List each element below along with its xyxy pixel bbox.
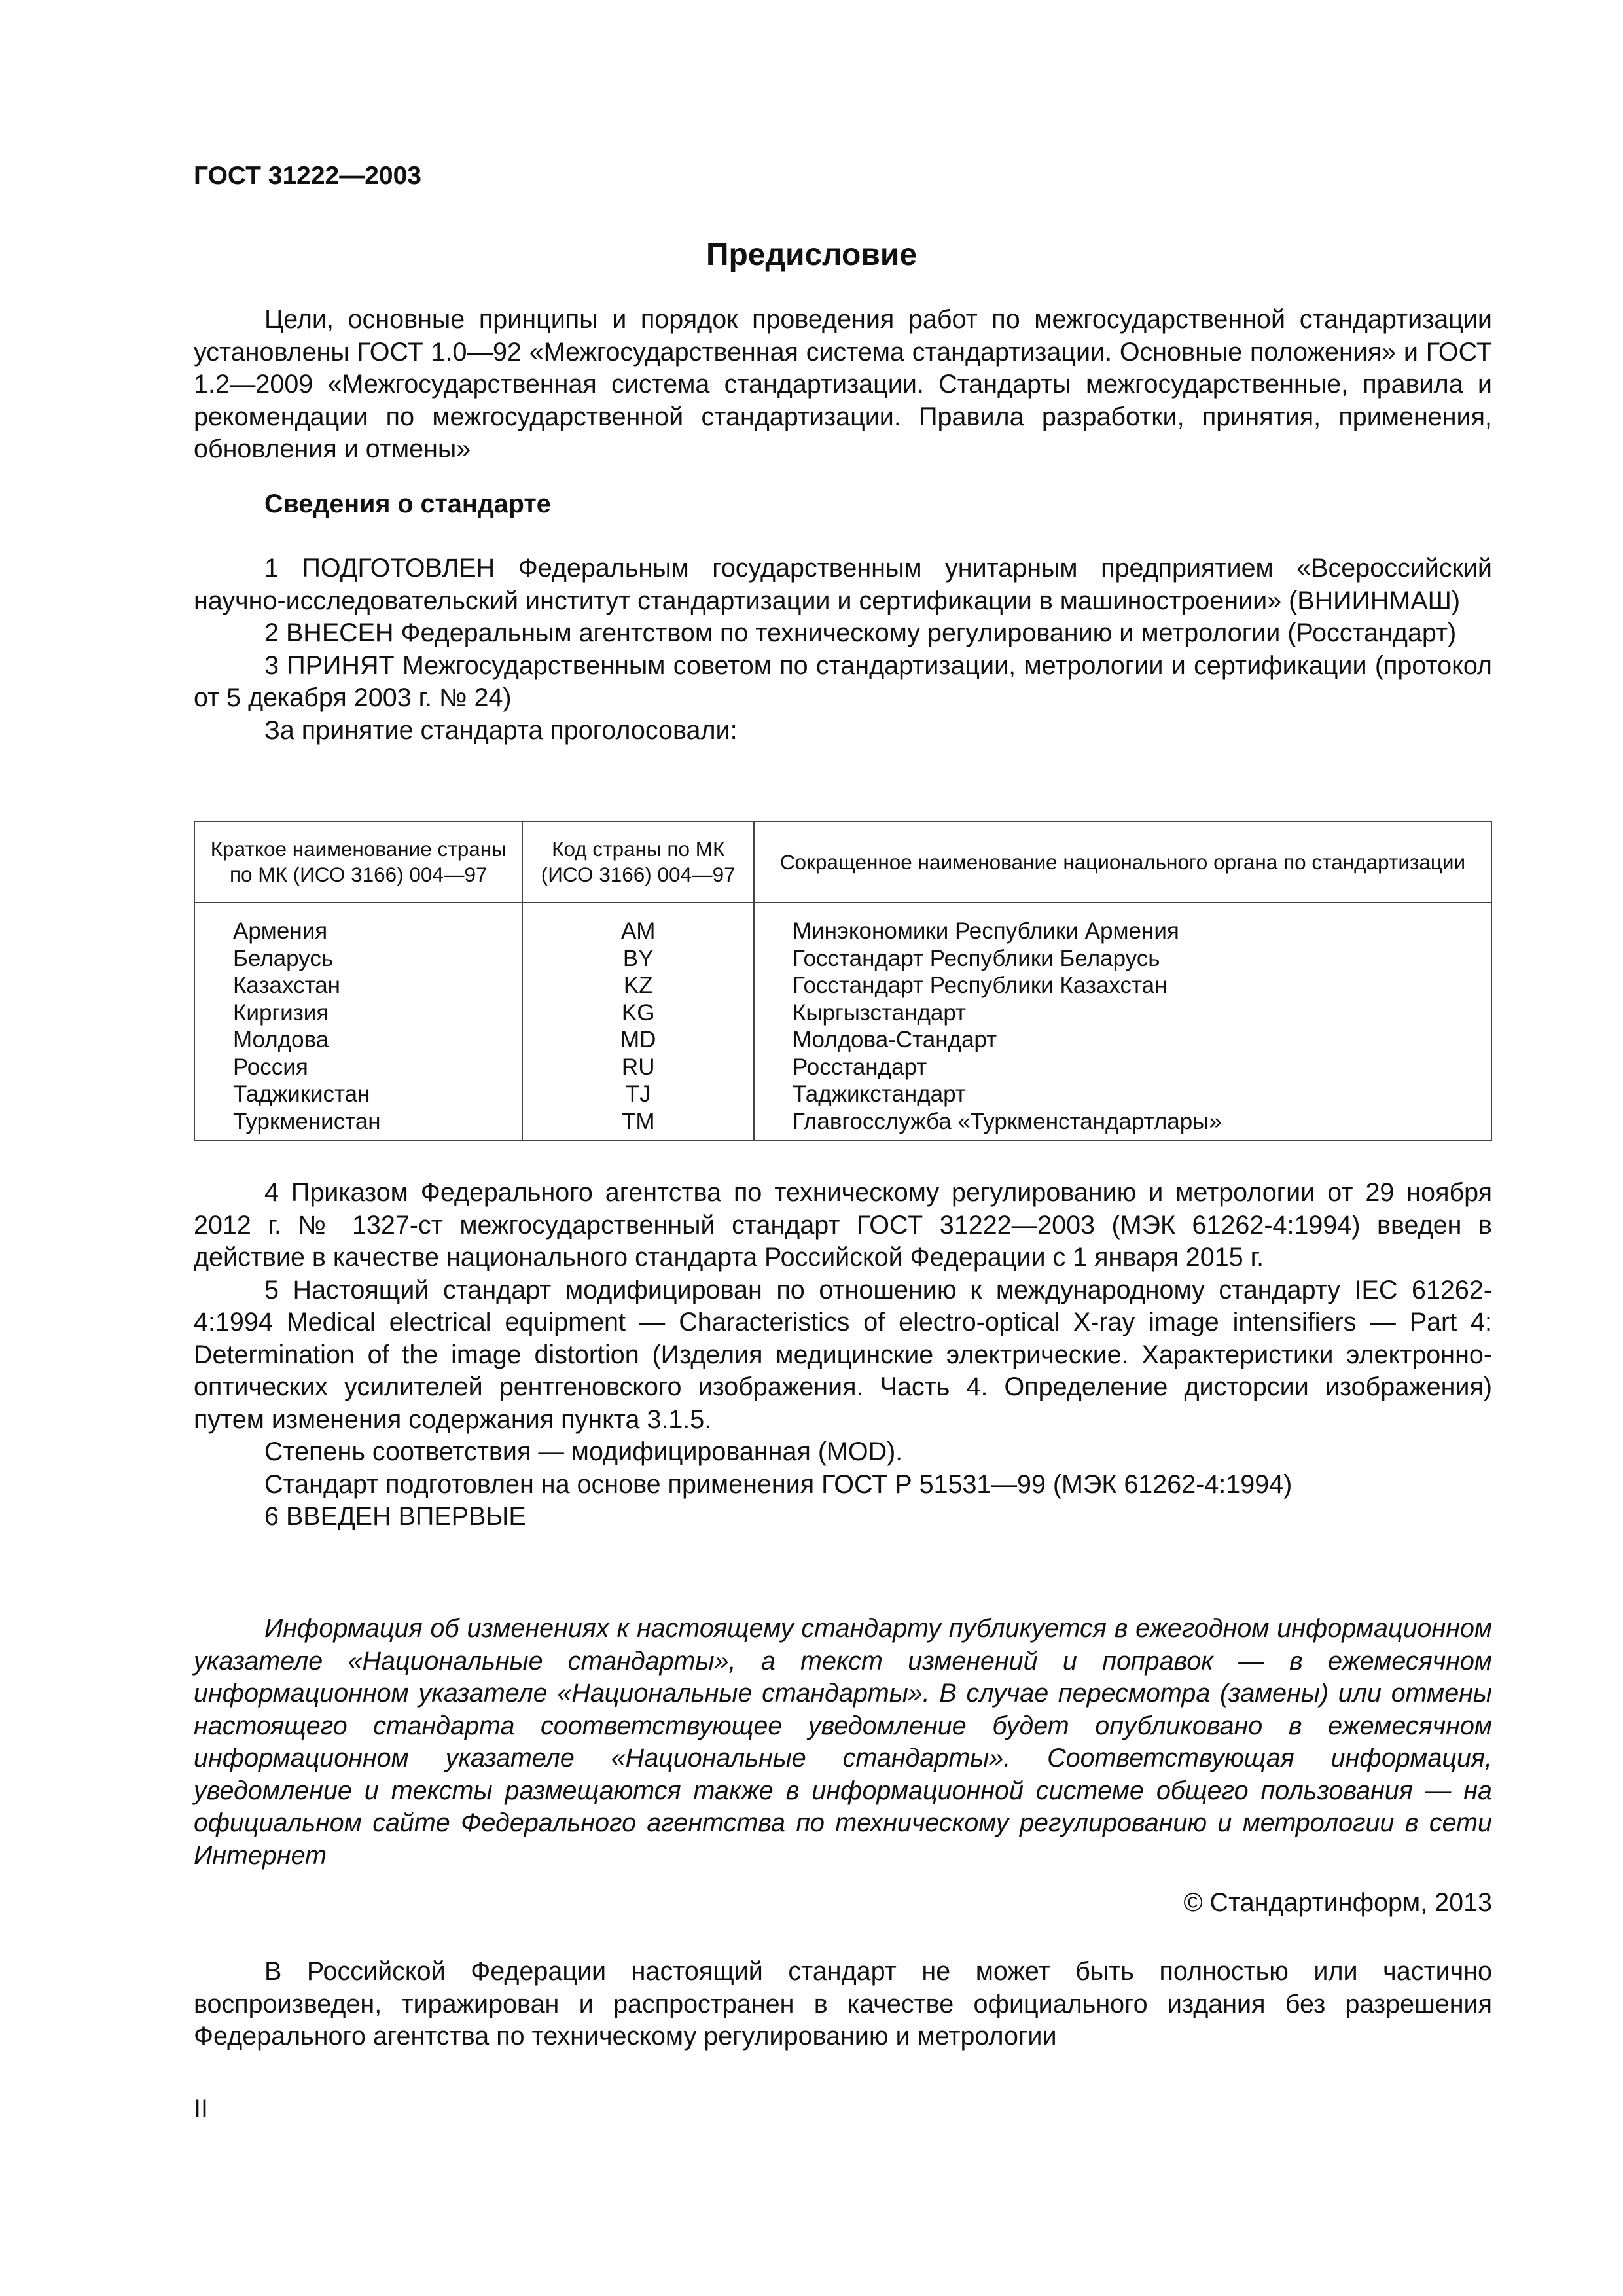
info-items-before-table <box>194 552 1492 747</box>
info-items-after-table <box>194 1177 1492 1534</box>
country-code: KG <box>621 999 655 1026</box>
country-name: Таджикистан <box>233 1081 370 1107</box>
item-2-submitted: 2 ВНЕСЕН Федеральным агентством по техническому регулированию и метрологии (Росстандарт) <box>264 619 1457 647</box>
country-name: Молдова <box>233 1027 329 1052</box>
country-code: MD <box>620 1027 656 1052</box>
country-code: TM <box>621 1108 655 1134</box>
item-1-prepared: 1 ПОДГОТОВЛЕН Федеральным государственным унитарным предприятием «Всероссийский научно-исследовательский институт стандартизации и сертификации в машиностроении» (ВНИИНМАШ) <box>194 554 1492 615</box>
reproduction-restriction: В Российской Федерации настоящий стандарт не может быть полностью или частично воспроизведен, тиражирован и распространен в качестве официального издания без разрешения Федерального агентства по техническому регулированию и метрологии <box>194 1957 1492 2051</box>
country-code: RU <box>621 1054 655 1080</box>
national-body: Молдова-Стандарт <box>792 1027 997 1052</box>
item-3-adopted: 3 ПРИНЯТ Межгосударственным советом по стандартизации, метрологии и сертификации (протокол от 5 декабря 2003 г. № 24) <box>194 651 1492 712</box>
national-body-column <box>754 903 1491 1141</box>
voting-intro: За принятие стандарта проголосовали: <box>264 715 738 745</box>
changes-notice-block <box>194 1613 1492 1872</box>
national-body: Главгосслужба «Туркменстандартлары» <box>792 1108 1222 1134</box>
country-code: AM <box>620 918 656 944</box>
country-name: Киргизия <box>233 999 329 1026</box>
header-country-code: Код страны по МК (ИСО 3166) 004—97 <box>522 821 753 903</box>
national-body: Минэкономики Республики Армения <box>792 918 1179 944</box>
country-code: TJ <box>625 1081 651 1107</box>
page-title: Предисловие <box>705 238 918 272</box>
country-code: KZ <box>623 973 653 998</box>
country-name: Беларусь <box>233 945 334 971</box>
country-name: Казахстан <box>233 973 341 998</box>
table-header-row <box>194 821 1491 903</box>
country-code: BY <box>622 945 654 971</box>
intro-paragraph: Цели, основные принципы и порядок проведения работ по межгосударственной стандартизации установлены ГОСТ 1.0—92 «Межгосударственная система стандартизации. Основные положения» и ГОСТ 1.2—2009 «Межгосударственная система стандартизации. Стандарты межгосударственные, правила и рекомендации по межгосударственной стандартизации. Правила разработки, принятия, применения, обновления и отмены» <box>194 305 1492 463</box>
copyright-notice: © Стандартинформ, 2013 <box>1183 1888 1492 1917</box>
country-name: Армения <box>233 918 328 944</box>
info-heading: Сведения о стандарте <box>264 490 551 518</box>
code-column <box>522 903 753 1141</box>
item-6-first-introduced: 6 ВВЕДЕН ВПЕРВЫЕ <box>264 1502 526 1531</box>
national-body: Госстандарт Республики Беларусь <box>792 945 1160 971</box>
national-body: Росстандарт <box>792 1054 927 1080</box>
basis-standard: Стандарт подготовлен на основе применения ГОСТ Р 51531—99 (МЭК 61262-4:1994) <box>264 1469 1293 1499</box>
national-body: Таджикстандарт <box>792 1081 966 1107</box>
conformity-degree: Степень соответствия — модифицированная (MOD). <box>264 1437 903 1466</box>
page-number: II <box>194 2094 208 2123</box>
changes-notice: Информация об изменениях к настоящему стандарту публикуется в ежегодном информационном указателе «Национальные стандарты», а текст изменений и поправок — в ежемесячном информационном указателе «Национальные стандарты». В случае пересмотра (замены) или отмены настоящего стандарта соответствующее уведомление будет опубликовано в ежемесячном информационном указателе «Национальные стандарты». Соответствующая информация, уведомление и тексты размещаются также в информационной системе общего пользования — на официальном сайте Федерального агентства по техническому регулированию и метрологии в сети Интернет <box>194 1614 1492 1870</box>
country-name: Россия <box>233 1054 308 1080</box>
country-name: Туркменистан <box>233 1108 381 1134</box>
restriction-block <box>194 1956 1492 2053</box>
header-country-name: Краткое наименование страны по МК (ИСО 3166) 004—97 <box>194 821 522 903</box>
item-5-modification: 5 Настоящий стандарт модифицирован по отношению к международному стандарту IEC 61262-4:1994 Medical electrical equipment — Characteristics of electro-optical X-ray image intensifiers — Part 4: Determination of the image distortion (Изделия медицинские электрические. Характеристики электронно-оптических усилителей рентгеновского изображения. Часть 4. Определение дисторсии изображения) путем изменения содержания пункта 3.1.5. <box>194 1275 1492 1434</box>
intro-block <box>194 304 1492 466</box>
national-body: Кыргызстандарт <box>792 999 967 1026</box>
header-national-body: Сокращенное наименование национального органа по стандартизации <box>754 821 1491 903</box>
national-body: Госстандарт Республики Казахстан <box>792 973 1168 998</box>
voting-table <box>194 821 1492 1141</box>
country-column <box>194 903 522 1141</box>
item-4-enactment: 4 Приказом Федерального агентства по техническому регулированию и метрологии от 29 ноября 2012 г. № 1327-ст межгосударственный стандарт ГОСТ 31222—2003 (МЭК 61262-4:1994) введен в действие в качестве национального стандарта Российской Федерации с 1 января 2015 г. <box>194 1178 1492 1272</box>
document-code: ГОСТ 31222—2003 <box>194 162 421 190</box>
table-body-row <box>194 903 1491 1141</box>
